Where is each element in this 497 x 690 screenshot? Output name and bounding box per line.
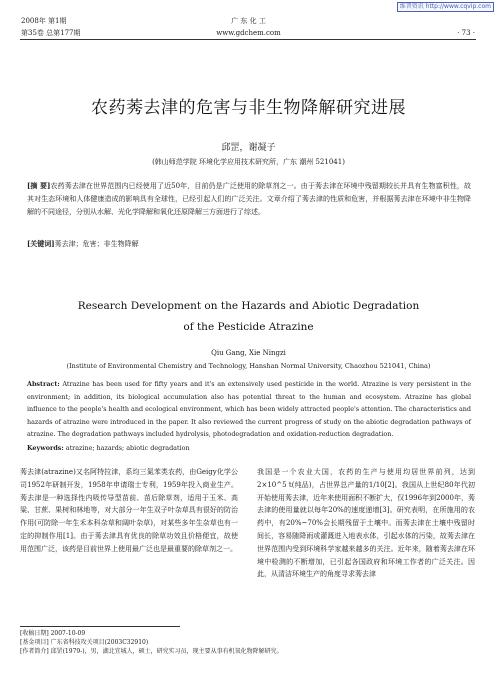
title-english-line1: Research Development on the Hazards and Abiotic Degradation xyxy=(77,300,420,312)
journal-name: 广 东 化 工 xyxy=(231,17,266,25)
affiliation-chinese: (韩山师范学院 环境化学应用技术研究所，广东 潮州 521041) xyxy=(152,158,345,166)
abstract-text-english: Atrazine has been used for fifty years and it's an extensively used pesticide in the world. Atrazine is very persistent in the environment; in addition, its biological accumulation also has potential threat to the human and ecosystem. Atrazine has global influence to the people's health and ecological environment, which has been widely attracted people's attention. The characteristics and hazards of atrazine were introduced in the paper. It also reviewed the current progress of study on the abiotic degradation pathways of atrazine. The degradation pathways included hydrolysis, photodegradation and oxidation-reduction degradation. xyxy=(27,380,471,438)
keywords-english xyxy=(27,442,471,455)
keywords-label-chinese: [关键词] xyxy=(27,239,55,248)
abstract-chinese xyxy=(27,179,471,219)
footnote-rule xyxy=(20,626,180,627)
header-rule xyxy=(20,39,476,40)
volume-info: 第35卷 总第177期 xyxy=(21,29,81,37)
abstract-label-english: Abstract: xyxy=(27,380,60,388)
issue-info: 2008年 第1期 xyxy=(21,17,67,25)
authors-chinese: 邱罡，谢凝子 xyxy=(221,143,276,153)
authors-english: Qiu Gang, Xie Ningzi xyxy=(211,349,286,357)
journal-url: www.gdchem.com xyxy=(216,29,281,37)
title-english-line2: of the Pesticide Atrazine xyxy=(183,321,314,333)
affiliation-english: (Institute of Environmental Chemistry and Technology, Hanshan Normal University, Chaozhou 521041, China) xyxy=(66,362,431,370)
body-right-column: 我国是一个农业大国，农药的生产与使用均居世界前列，达到2×10^5 t(纯品)，占世界总产量的1/10[2]。我国从上世纪80年代初开始使用莠去津，近年来使用面积不断扩大，仅1996年到2000年，莠去津的使用量就以每年20%的速度递增[3]。研究表明，在所施用的农药中，有20%~70%会长期残留于土壤中。而莠去津在土壤中残留时间长，容易随降雨或灌溉进入地表水体，引起水体的污染，故莠去津在世界范围内受到环境科学家越来越多的关注。近年来，随着莠去津在环境中检测的不断增加，已引起各国政府和环境工作者的广泛关注。因此，从清洁环境生产的角度寻求莠去津 xyxy=(257,468,475,579)
footnote-fund: [基金项目] 广东省科技攻关项目(2003C32910) xyxy=(20,639,149,646)
footnote-received: [收稿日期] 2007-10-09 xyxy=(20,630,86,637)
keywords-label-english: Keywords: xyxy=(27,444,64,452)
abstract-text-chinese: 农药莠去津在世界范围内已经使用了近50年，目前仍是广泛使用的除草剂之一。由于莠去津在环境中残留期较长并具有生物富积性，故其对生态环境和人体健康造成的影响具有全球性，已经引起人们的广泛关注。文章介绍了莠去津的性质和危害，并根据莠去津在环境中非生物降解的不同途径，分别从水解、光化学降解和氧化还原降解三方面进行了综述。 xyxy=(27,182,472,216)
keywords-text-english: atrazine; hazards; abiotic degradation xyxy=(65,444,190,452)
body-left-column: 莠去津(atrazine)又名阿特拉津，系均三氮苯类农药，由Geigy化学公司1952年研制开发，1958年申请瑞士专利，1959年投入商业生产。莠去津是一种选择性内吸传导型苗前、苗后除草剂，适用于玉米、高粱、甘蔗、果树和林地等，对大部分一年生双子叶杂草具有很好的防治作用(可防除一年生禾本科杂草和阔叶杂草)，对某些多年生杂草也有一定的抑制作用[1]。由于莠去津具有优良的除草功效且价格便宜，故使用范围广泛，该药是目前世界上使用最广泛也是最重要的除草剂之一。 xyxy=(20,468,238,553)
abstract-label-chinese: [摘 要] xyxy=(27,181,51,190)
source-watermark-stamp: 维普资讯 http://www.cqvip.com xyxy=(397,2,494,12)
footnote-author: [作者简介] 邱罡(1979-)，男，湖北宜城人，硕士，研究实习员，现主要从事有机氧化物降解研究。 xyxy=(20,648,283,655)
abstract-english xyxy=(27,378,471,441)
keywords-text-chinese: 莠去津；危害；非生物降解 xyxy=(54,240,139,248)
page-number: · 73 · xyxy=(457,29,475,37)
keywords-chinese xyxy=(27,237,471,251)
title-chinese: 农药莠去津的危害与非生物降解研究进展 xyxy=(91,98,406,118)
